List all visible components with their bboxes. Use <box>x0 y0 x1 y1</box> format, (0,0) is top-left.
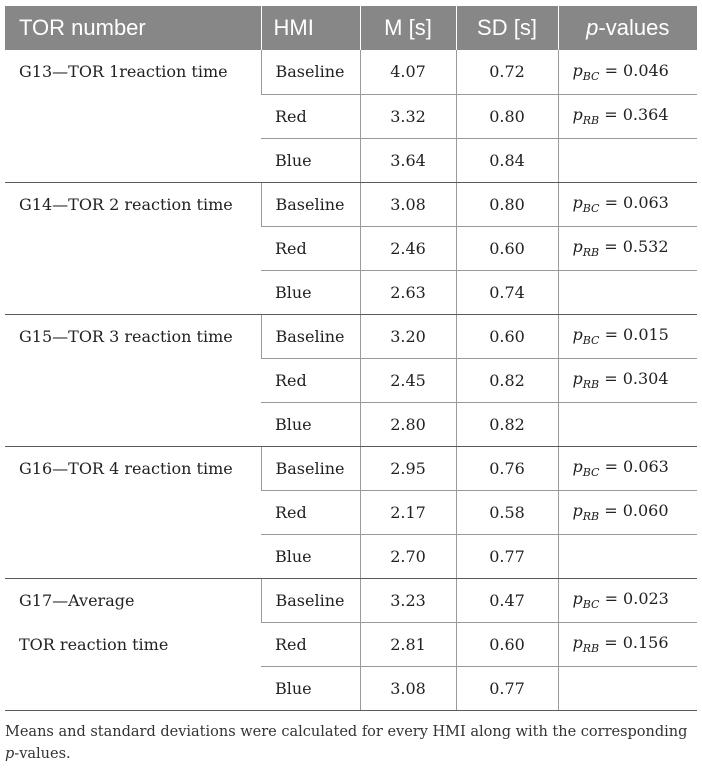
header-hmi: HMI <box>261 6 360 50</box>
p-value-cell <box>558 446 697 490</box>
p-value-number: = 0.063 <box>604 193 669 212</box>
table-row <box>5 182 697 226</box>
p-value-subscript: BC <box>582 466 600 479</box>
mean-cell: 4.07 <box>360 50 456 94</box>
p-value-number: = 0.015 <box>604 325 669 344</box>
hmi-cell: Red <box>261 94 360 138</box>
p-value-subscript: RB <box>582 114 600 127</box>
group-label: G14—TOR 2 reaction time <box>19 194 233 214</box>
footnote-text-end: -values. <box>14 746 71 762</box>
sd-cell: 0.77 <box>456 666 558 710</box>
mean-cell: 2.70 <box>360 534 456 578</box>
group-label-cell <box>5 50 261 182</box>
group-label-line2: TOR reaction time <box>19 634 169 654</box>
mean-cell: 2.45 <box>360 358 456 402</box>
sd-cell: 0.84 <box>456 138 558 182</box>
p-value: $p_{RB} = 0.532$ <box>572 237 669 259</box>
mean-cell: 3.08 <box>360 666 456 710</box>
sd-cell: 0.60 <box>456 226 558 270</box>
hmi-cell: Blue <box>261 270 360 314</box>
p-value-subscript: RB <box>582 378 600 391</box>
sd-cell: 0.47 <box>456 578 558 622</box>
p-value-subscript: RB <box>582 246 600 259</box>
p-value: $p_{BC} = 0.063$ <box>572 457 669 479</box>
p-value-number: = 0.156 <box>604 633 669 652</box>
group-label: G17—Average <box>19 590 135 610</box>
hmi-cell: Baseline <box>261 50 360 94</box>
p-value: $p_{BC} = 0.046$ <box>572 60 669 83</box>
p-value: $p_{BC} = 0.063$ <box>572 193 669 215</box>
mean-cell: 2.81 <box>360 622 456 666</box>
hmi-cell: Blue <box>261 138 360 182</box>
mean-cell: 2.63 <box>360 270 456 314</box>
table-body <box>5 50 697 710</box>
p-value-cell <box>558 314 697 358</box>
p-value: $p_{RB} = 0.156$ <box>572 633 669 655</box>
p-value-subscript: BC <box>582 69 600 83</box>
hmi-cell: Blue <box>261 402 360 446</box>
results-table <box>5 6 697 711</box>
header-row <box>5 6 697 50</box>
table-row <box>5 446 697 490</box>
p-value-cell <box>558 622 697 666</box>
group-label: G16—TOR 4 reaction time <box>19 458 233 478</box>
hmi-cell: Baseline <box>261 182 360 226</box>
sd-cell: 0.80 <box>456 94 558 138</box>
p-value: $p_{RB} = 0.364$ <box>572 105 669 127</box>
table-row <box>5 314 697 358</box>
header-p-values <box>558 6 697 50</box>
hmi-cell: Red <box>261 358 360 402</box>
hmi-cell: Baseline <box>261 314 360 358</box>
p-value: $p_{RB} = 0.060$ <box>572 501 669 523</box>
group-label-cell <box>5 578 261 710</box>
p-value-cell <box>558 534 697 578</box>
p-value-cell <box>558 50 697 94</box>
sd-cell: 0.72 <box>456 50 558 94</box>
p-value-number: = 0.532 <box>604 237 669 256</box>
p-value-cell <box>558 270 697 314</box>
table-row <box>5 50 697 94</box>
group-label: G13—TOR 1reaction time <box>19 62 228 81</box>
sd-cell: 0.60 <box>456 314 558 358</box>
header-mean: M [s] <box>360 6 456 50</box>
sd-cell: 0.74 <box>456 270 558 314</box>
p-value-subscript: RB <box>582 510 600 523</box>
p-value-number: = 0.063 <box>604 457 669 476</box>
table-row <box>5 578 697 622</box>
table-header <box>5 6 697 50</box>
sd-cell: 0.58 <box>456 490 558 534</box>
p-value-cell <box>558 358 697 402</box>
header-sd: SD [s] <box>456 6 558 50</box>
mean-cell: 3.32 <box>360 94 456 138</box>
hmi-cell: Red <box>261 622 360 666</box>
p-value-subscript: BC <box>582 202 600 215</box>
p-value: $p_{BC} = 0.023$ <box>572 589 669 611</box>
hmi-cell: Blue <box>261 666 360 710</box>
group-label-cell <box>5 446 261 578</box>
hmi-cell: Blue <box>261 534 360 578</box>
sd-cell: 0.76 <box>456 446 558 490</box>
p-value-cell <box>558 182 697 226</box>
header-p-italic: p <box>586 15 599 40</box>
p-value-number: = 0.364 <box>604 105 669 124</box>
p-value-subscript: RB <box>582 642 600 655</box>
p-value: $p_{RB} = 0.304$ <box>572 369 669 391</box>
footnote-p-italic: p <box>5 746 15 762</box>
mean-cell: 3.23 <box>360 578 456 622</box>
header-p-rest: -values <box>598 15 670 40</box>
mean-cell: 3.64 <box>360 138 456 182</box>
hmi-cell: Baseline <box>261 446 360 490</box>
hmi-cell: Red <box>261 490 360 534</box>
p-value-number: = 0.304 <box>604 369 669 388</box>
group-label-cell <box>5 182 261 314</box>
table-footnote <box>5 721 697 765</box>
sd-cell: 0.60 <box>456 622 558 666</box>
p-value-number: = 0.060 <box>604 501 669 520</box>
p-value-number: = 0.046 <box>604 60 669 80</box>
p-value-cell <box>558 226 697 270</box>
mean-cell: 2.17 <box>360 490 456 534</box>
p-value-number: = 0.023 <box>604 589 669 608</box>
p-value-subscript: BC <box>582 598 600 611</box>
p-value: $p_{BC} = 0.015$ <box>572 325 669 347</box>
mean-cell: 2.80 <box>360 402 456 446</box>
p-value-cell <box>558 138 697 182</box>
sd-cell: 0.80 <box>456 182 558 226</box>
sd-cell: 0.82 <box>456 402 558 446</box>
p-value-cell <box>558 490 697 534</box>
hmi-cell: Baseline <box>261 578 360 622</box>
header-tor-number: TOR number <box>5 6 261 50</box>
p-value-cell <box>558 94 697 138</box>
sd-cell: 0.77 <box>456 534 558 578</box>
sd-cell: 0.82 <box>456 358 558 402</box>
mean-cell: 3.20 <box>360 314 456 358</box>
p-value-cell <box>558 402 697 446</box>
mean-cell: 3.08 <box>360 182 456 226</box>
p-value-subscript: BC <box>582 334 600 347</box>
group-label: G15—TOR 3 reaction time <box>19 326 233 346</box>
group-label-cell <box>5 314 261 446</box>
p-value-cell <box>558 666 697 710</box>
footnote-text: Means and standard deviations were calculated for every HMI along with the corresponding <box>5 724 688 740</box>
p-value-cell <box>558 578 697 622</box>
hmi-cell: Red <box>261 226 360 270</box>
mean-cell: 2.95 <box>360 446 456 490</box>
mean-cell: 2.46 <box>360 226 456 270</box>
